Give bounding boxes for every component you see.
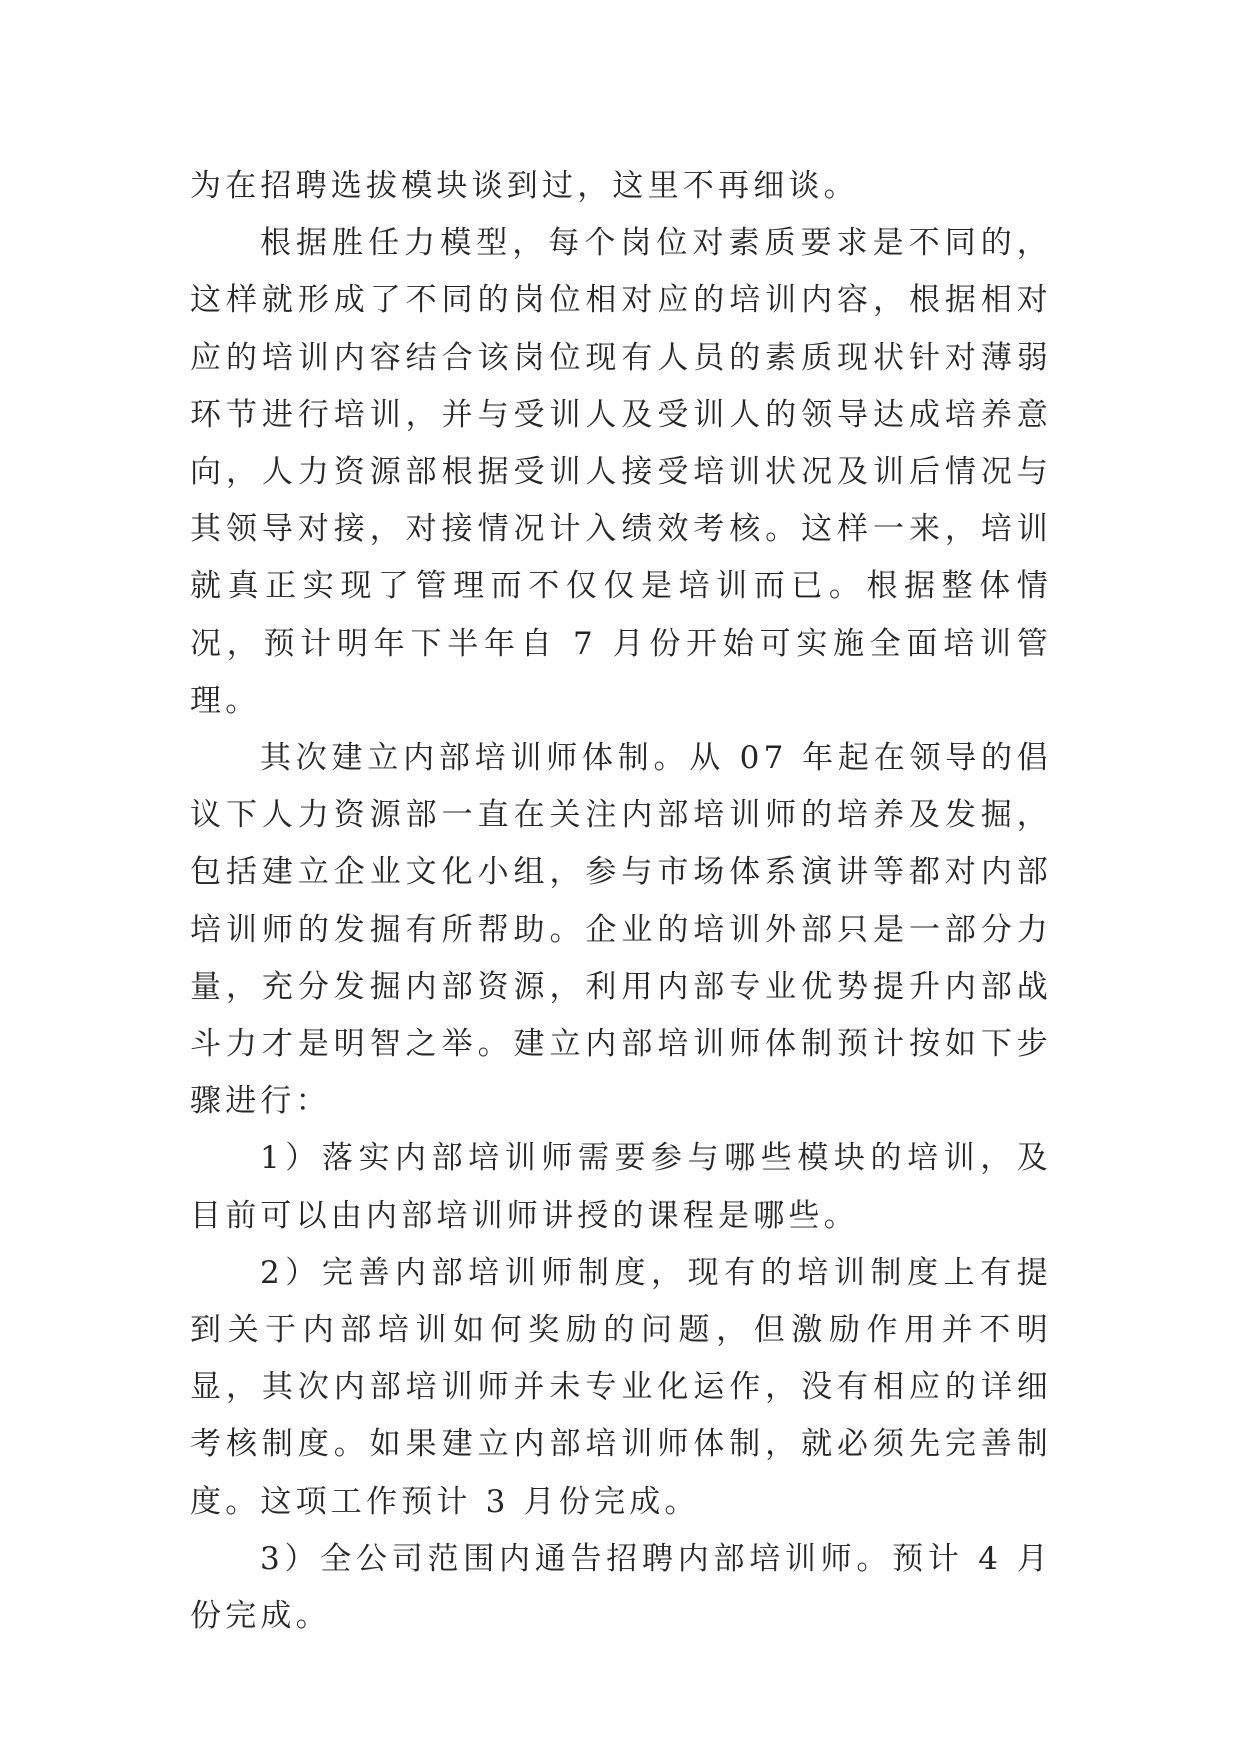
document-body — [190, 158, 1052, 1645]
paragraph-continuation: 为在招聘选拔模块谈到过，这里不再细谈。 — [190, 168, 859, 204]
paragraph-competency-model: 根据胜任力模型，每个岗位对素质要求是不同的，这样就形成了不同的岗位相对应的培训内容，根据相对应的培训内容结合该岗位现有人员的素质现状针对薄弱环节进行培训，并与受训人及受训人的领导达成培养意向，人力资源部根据受训人接受培训状况及训后情况与其领导对接，对接情况计入绩效考核。这样一来，培训就真正实现了管理而不仅仅是培训而已。根据整体情况，预计明年下半年自 7 月份开始可实施全面培训管理。 — [190, 225, 1052, 719]
paragraph-step-3: 3）全公司范围内通告招聘内部培训师。预计 4 月份完成。 — [190, 1540, 1052, 1635]
paragraph-step-2: 2）完善内部培训师制度，现有的培训制度上有提到关于内部培训如何奖励的问题，但激励作用并不明显，其次内部培训师并未专业化运作，没有相应的详细考核制度。如果建立内部培训师体制，就必须先完善制度。这项工作预计 3 月份完成。 — [190, 1254, 1052, 1520]
paragraph-step-1: 1）落实内部培训师需要参与哪些模块的培训，及目前可以由内部培训师讲授的课程是哪些。 — [190, 1140, 1052, 1234]
paragraph-internal-trainer-system: 其次建立内部培训师体制。从 07 年起在领导的倡议下人力资源部一直在关注内部培训师的培养及发掘，包括建立企业文化小组，参与市场体系演讲等都对内部培训师的发掘有所帮助。企业的培训外部只是一部分力量，充分发掘内部资源，利用内部专业优势提升内部战斗力才是明智之举。建立内部培训师体制预计按如下步骤进行： — [190, 740, 1052, 1120]
